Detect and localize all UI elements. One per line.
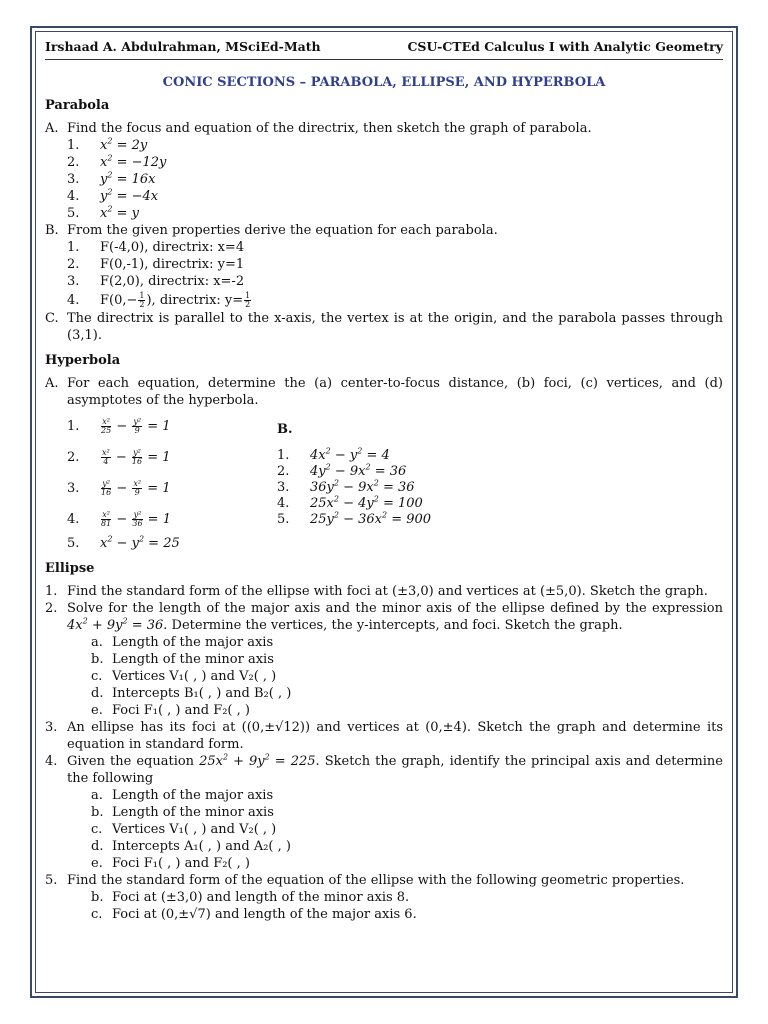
sub-item: e. Foci F₁( , ) and F₂( , ) [91, 856, 250, 871]
list-item: 2. F(0,-1), directrix: y=1 [67, 257, 245, 272]
equation: $x^2 = -12y$ [100, 153, 167, 170]
sub-item: d. Intercepts B₁( , ) and B₂( , ) [91, 686, 292, 701]
equation: $\frac{\text{x²}}{4}$ − $\frac{\text{y²}}{16}$ = 1 [102, 448, 171, 466]
sub-item: c. Vertices V₁( , ) and V₂( , ) [91, 822, 277, 837]
course-title: CSU-CTEd Calculus I with Analytic Geometry [407, 39, 723, 54]
equation: $\frac{\text{x²}}{81}$ − $\frac{\text{y²}}{36}$ = 1 [101, 510, 171, 528]
part-label: A. [45, 121, 59, 136]
parabola-part-b [45, 222, 723, 239]
author: Irshaad A. Abdulrahman, MSciEd-Math [45, 39, 321, 54]
hyperbola-list-b [277, 411, 723, 552]
list-item: 5. $25y^2 - 36x^2 = 900$ [277, 510, 432, 527]
equation: $4x^2 + 9y^2 = 36$ [67, 616, 164, 633]
equation: $25y^2 - 36x^2 = 900$ [310, 510, 432, 527]
ellipse-heading: Ellipse [45, 561, 95, 576]
sub-item: b. Length of the minor axis [91, 805, 274, 820]
list-item: 4. F(0,− $\frac{1}{2}$ ), directrix: y= $\frac{1}{2}$ [67, 290, 251, 309]
list-item: 5. $x^2 = y$ [67, 204, 139, 221]
fraction: $\frac{1}{2}$ [139, 290, 145, 309]
equation: $4x^2 - y^2 = 4$ [310, 446, 390, 463]
list-item: 3. $36y^2 - 9x^2 = 36$ [277, 478, 415, 495]
parabola-part-c [45, 310, 723, 344]
equation: $x^2 = 2y$ [100, 136, 148, 153]
part-text: For each equation, determine the (a) center-to-focus distance, (b) foci, (c) vertices, and (d) asymptotes of the hyperbola. [67, 376, 723, 408]
part-label: C. [45, 311, 59, 326]
hyperbola-lists [45, 411, 723, 552]
part-text: The directrix is parallel to the x-axis, the vertex is at the origin, and the parabola passes through (3,1). [67, 311, 723, 343]
parabola-heading: Parabola [45, 98, 110, 113]
equation: $36y^2 - 9x^2 = 36$ [310, 478, 415, 495]
list-item: 2. $4y^2 - 9x^2 = 36$ [277, 462, 407, 479]
fraction: $\frac{1}{2}$ [245, 290, 251, 309]
list-item: 2. $x^2 = -12y$ [67, 153, 167, 170]
equation: $y^2 = -4x$ [100, 187, 159, 204]
ellipse-q2: 2. Solve for the length of the major axis and the minor axis of the ellipse defined by the expression $4x^2 + 9y^2 = 36$. Determine the vertices, the y-intercepts, and foci. Sketch the graph. [45, 601, 723, 633]
worksheet-title: CONIC SECTIONS – PARABOLA, ELLIPSE, AND HYPERBOLA [162, 75, 606, 90]
part-label: B. [277, 422, 293, 437]
ellipse-q1: 1. Find the standard form of the ellipse with foci at (±3,0) and vertices at (±5,0). Sketch the graph. [45, 584, 708, 599]
hyperbola-heading: Hyperbola [45, 353, 121, 368]
list-item: 4. $y^2 = -4x$ [67, 187, 159, 204]
list-item: 4. $\frac{\text{x²}}{81}$ − $\frac{\text{y²}}{36}$ = 1 [67, 510, 171, 528]
equation: $\frac{\text{y²}}{16}$ − $\frac{\text{x²}}{9}$ = 1 [101, 479, 171, 497]
equation: $25x^2 - 4y^2 = 100$ [310, 494, 423, 511]
list-item: 1. $\frac{\text{x²}}{25}$ − $\frac{\text{y²}}{9}$ = 1 [67, 417, 171, 435]
list-item: 3. $\frac{\text{y²}}{16}$ − $\frac{\text{x²}}{9}$ = 1 [67, 479, 171, 497]
hyperbola-part-a [45, 375, 723, 409]
list-item: 2. $\frac{\text{x²}}{4}$ − $\frac{\text{y²}}{16}$ = 1 [67, 448, 171, 466]
sub-item: a. Length of the major axis [91, 635, 274, 650]
sub-item: e. Foci F₁( , ) and F₂( , ) [91, 703, 250, 718]
equation: $4y^2 - 9x^2 = 36$ [310, 462, 407, 479]
sub-item: a. Length of the major axis [91, 788, 274, 803]
equation: $\frac{\text{x²}}{25}$ − $\frac{\text{y²}}{9}$ = 1 [101, 417, 171, 435]
sub-item: c. Vertices V₁( , ) and V₂( , ) [91, 669, 277, 684]
sub-item: b. Foci at (±3,0) and length of the minor axis 8. [91, 890, 410, 905]
ellipse-q3: 3. An ellipse has its foci at ((0,±√12)) and vertices at (0,±4). Sketch the graph and determine its equation in standard form. [45, 720, 723, 752]
equation: $x^2 - y^2 = 25$ [100, 534, 180, 551]
list-item: 3. F(2,0), directrix: x=-2 [67, 274, 245, 289]
list-item: 1. $x^2 = 2y$ [67, 136, 148, 153]
part-label: B. [45, 223, 59, 238]
list-item: 3. $y^2 = 16x$ [67, 170, 156, 187]
sub-item: b. Length of the minor axis [91, 652, 274, 667]
part-label: A. [45, 376, 59, 391]
parabola-part-a [45, 120, 723, 137]
ellipse-q5: 5. Find the standard form of the equation of the ellipse with the following geometric properties. [45, 873, 685, 888]
list-item: 5. $x^2 - y^2 = 25$ [67, 534, 180, 551]
page-header [45, 38, 723, 60]
list-item: 1. $4x^2 - y^2 = 4$ [277, 446, 390, 463]
sub-item: d. Intercepts A₁( , ) and A₂( , ) [91, 839, 291, 854]
worksheet [45, 38, 723, 923]
part-text: From the given properties derive the equation for each parabola. [67, 223, 498, 238]
equation: $25x^2 + 9y^2 = 225$ [199, 752, 316, 769]
hyperbola-list-a [45, 411, 277, 552]
list-item: 4. $25x^2 - 4y^2 = 100$ [277, 494, 423, 511]
list-item: 1. F(-4,0), directrix: x=4 [67, 240, 245, 255]
ellipse-q4: 4. Given the equation $25x^2 + 9y^2 = 225$. Sketch the graph, identify the principal axis and determine the following [45, 752, 723, 786]
sub-item: c. Foci at (0,±√7) and length of the major axis 6. [91, 907, 417, 922]
equation: $x^2 = y$ [100, 204, 139, 221]
part-text: Find the focus and equation of the directrix, then sketch the graph of parabola. [67, 121, 592, 136]
equation: $y^2 = 16x$ [100, 170, 156, 187]
